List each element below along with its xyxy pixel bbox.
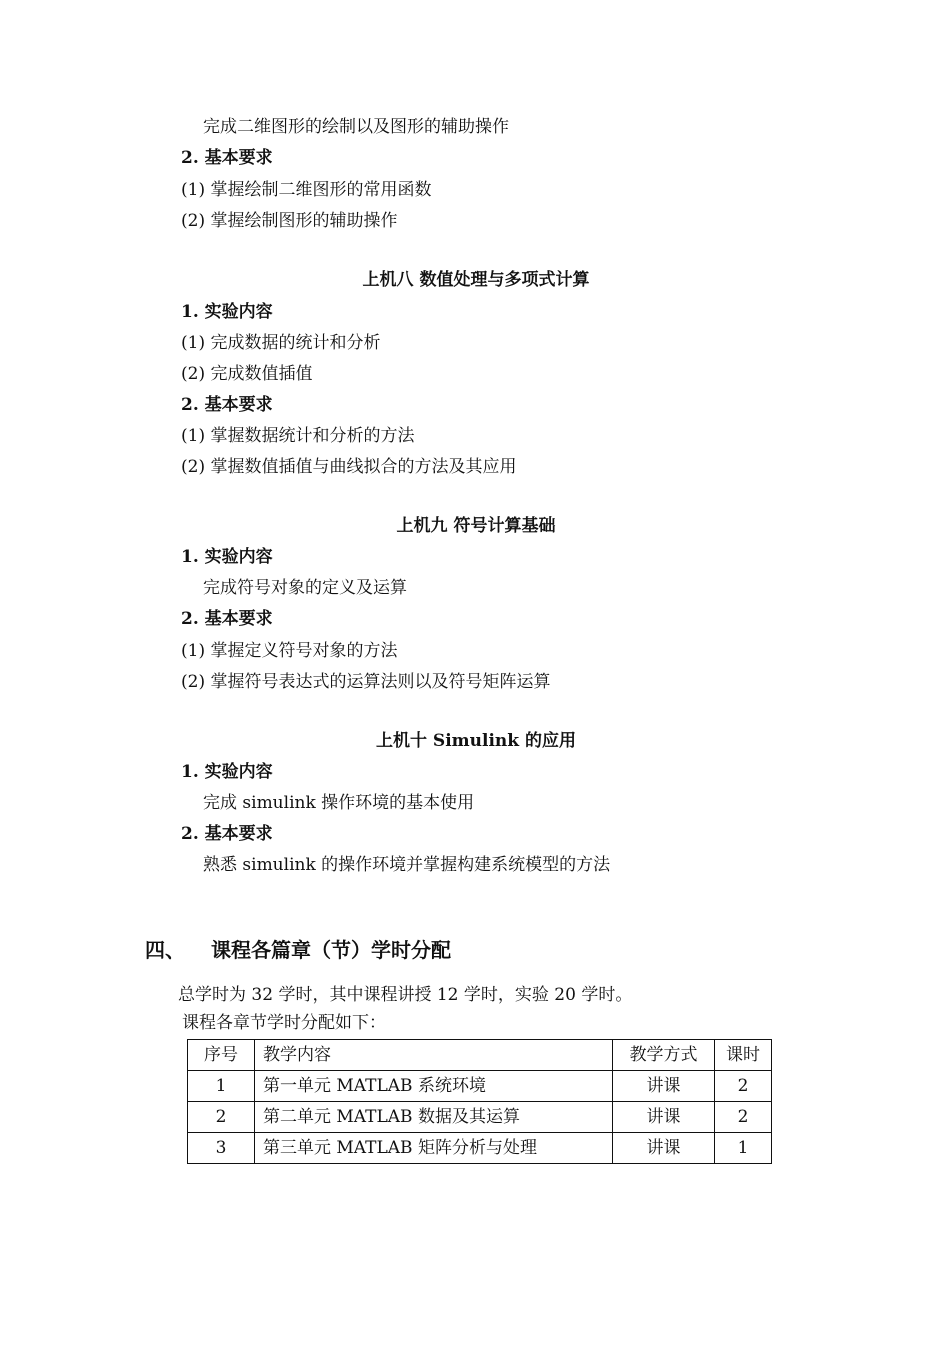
- header-cell: 教学内容: [255, 1040, 613, 1071]
- list-item: (2) 完成数值插值: [181, 364, 313, 384]
- list-item: (1) 掌握绘制二维图形的常用函数: [181, 180, 432, 200]
- summary-line: 总学时为 32 学时，其中课程讲授 12 学时，实验 20 学时。: [178, 985, 633, 1005]
- section-heading: [145, 937, 451, 963]
- table-cell: 讲课: [613, 1102, 715, 1133]
- table-cell: 第三单元 MATLAB 矩阵分析与处理: [255, 1133, 613, 1164]
- req-heading: 2. 基本要求: [181, 395, 273, 415]
- intro-line: 课程各章节学时分配如下：: [182, 1013, 386, 1033]
- header-cell: 教学方式: [613, 1040, 715, 1071]
- table-row: [188, 1071, 772, 1102]
- table-cell: 1: [188, 1071, 255, 1102]
- list-item: (1) 掌握定义符号对象的方法: [181, 641, 398, 661]
- header-cell: 课时: [715, 1040, 772, 1071]
- header-cell: 序号: [188, 1040, 255, 1071]
- req-heading: 2. 基本要求: [181, 609, 273, 629]
- table-row: [188, 1133, 772, 1164]
- list-item: (2) 掌握绘制图形的辅助操作: [181, 211, 398, 231]
- list-item: (2) 掌握符号表达式的运算法则以及符号矩阵运算: [181, 672, 551, 692]
- section-title: 课程各篇章（节）学时分配: [211, 938, 451, 962]
- section-number: 四、: [145, 938, 185, 962]
- table-row: [188, 1102, 772, 1133]
- content-heading: 1. 实验内容: [181, 762, 273, 782]
- content-line: 完成符号对象的定义及运算: [203, 578, 407, 598]
- req-line: 熟悉 simulink 的操作环境并掌握构建系统模型的方法: [203, 855, 611, 875]
- content-heading: 1. 实验内容: [181, 302, 273, 322]
- req-heading: 2. 基本要求: [181, 148, 273, 168]
- lab9-title: 上机九 符号计算基础: [396, 516, 556, 536]
- list-item: (1) 掌握数据统计和分析的方法: [181, 426, 415, 446]
- table-cell: 2: [188, 1102, 255, 1133]
- table-cell: 讲课: [613, 1133, 715, 1164]
- content-heading: 1. 实验内容: [181, 547, 273, 567]
- lab8-title: 上机八 数值处理与多项式计算: [362, 270, 590, 290]
- list-item: (1) 完成数据的统计和分析: [181, 333, 381, 353]
- table-cell: 3: [188, 1133, 255, 1164]
- content-line: 完成 simulink 操作环境的基本使用: [203, 793, 475, 813]
- req-heading: 2. 基本要求: [181, 824, 273, 844]
- table-cell: 1: [715, 1133, 772, 1164]
- hours-table: [187, 1039, 772, 1164]
- list-item: (2) 掌握数值插值与曲线拟合的方法及其应用: [181, 457, 517, 477]
- table-cell: 第二单元 MATLAB 数据及其运算: [255, 1102, 613, 1133]
- table-cell: 讲课: [613, 1071, 715, 1102]
- table-cell: 2: [715, 1102, 772, 1133]
- lab10-title: 上机十 Simulink 的应用: [376, 731, 576, 751]
- table-cell: 2: [715, 1071, 772, 1102]
- table-cell: 第一单元 MATLAB 系统环境: [255, 1071, 613, 1102]
- content-line: 完成二维图形的绘制以及图形的辅助操作: [203, 117, 509, 137]
- table-header-row: [188, 1040, 772, 1071]
